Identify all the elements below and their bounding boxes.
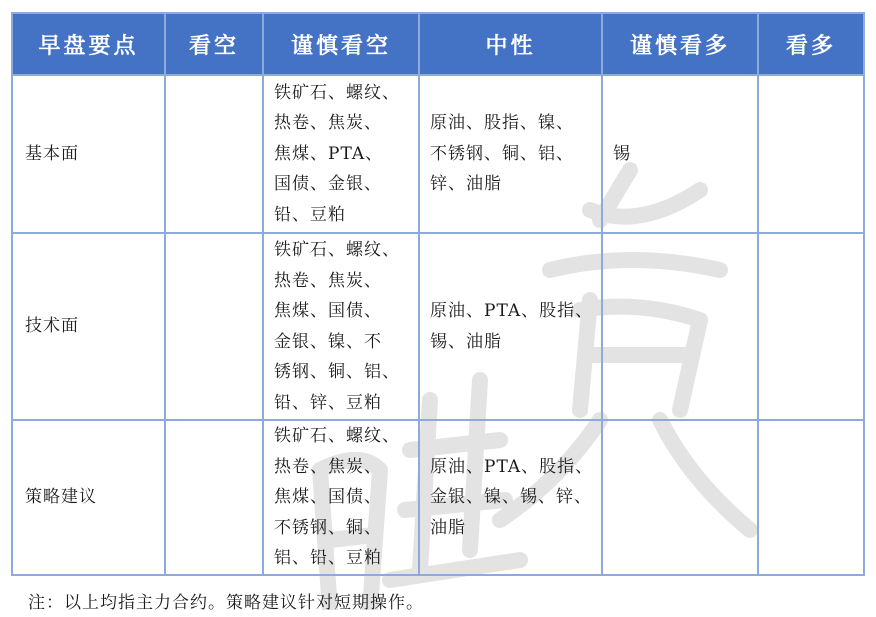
bullish-cell bbox=[758, 75, 864, 233]
neutral-cell bbox=[419, 75, 602, 233]
bullish-cell bbox=[758, 233, 864, 420]
cell-text: 金银、镍、不 bbox=[274, 331, 382, 352]
row-label: 技术面 bbox=[12, 233, 165, 420]
cautious-bullish-cell bbox=[602, 420, 758, 575]
cell-text: 油脂 bbox=[430, 517, 466, 538]
cell-text: 铁矿石、螺纹、 bbox=[274, 426, 400, 447]
cautious-bullish-cell bbox=[602, 75, 758, 233]
cell-text: 原油、PTA、股指、 bbox=[430, 301, 594, 321]
cell-text: 焦煤、国债、 bbox=[274, 301, 382, 321]
cell-text: 铝、铅、豆粕 bbox=[274, 548, 382, 569]
cell-text: 锌、油脂 bbox=[430, 174, 502, 195]
neutral-cell bbox=[419, 420, 602, 575]
bullish-cell bbox=[758, 420, 864, 575]
cell-text: 锈钢、铜、铝、 bbox=[274, 362, 400, 382]
header-cell-cautious-bullish: 谨慎看多 bbox=[602, 13, 758, 75]
header-cell-cautious-bearish: 谨慎看空 bbox=[263, 13, 419, 75]
cautious-bearish-cell bbox=[263, 233, 419, 420]
cell-text: 铅、锌、豆粕 bbox=[274, 392, 382, 413]
cell-text: 铅、豆粕 bbox=[274, 204, 346, 225]
row-label: 基本面 bbox=[12, 75, 165, 233]
cell-text: 锡 bbox=[613, 143, 631, 164]
header-cell-bearish: 看空 bbox=[165, 13, 263, 75]
bearish-cell bbox=[165, 75, 263, 233]
bearish-cell bbox=[165, 233, 263, 420]
cautious-bearish-cell bbox=[263, 420, 419, 575]
cell-text: 不锈钢、铜、 bbox=[274, 517, 382, 538]
row-label: 策略建议 bbox=[12, 420, 165, 575]
header-cell-neutral: 中性 bbox=[419, 13, 602, 75]
cell-text: 国债、金银、 bbox=[274, 174, 382, 195]
cell-text: 原油、股指、镍、 bbox=[430, 113, 574, 134]
cell-text: 铁矿石、螺纹、 bbox=[274, 240, 400, 260]
cell-text: 热卷、焦炭、 bbox=[274, 456, 382, 477]
cautious-bearish-cell bbox=[263, 75, 419, 233]
table-row bbox=[12, 75, 864, 233]
cautious-bullish-cell bbox=[602, 233, 758, 420]
bearish-cell bbox=[165, 420, 263, 575]
header-row bbox=[12, 13, 864, 75]
cell-text: 锡、油脂 bbox=[430, 331, 502, 352]
neutral-cell bbox=[419, 233, 602, 420]
cell-text: 热卷、焦炭、 bbox=[274, 113, 382, 134]
header-cell-outline: 早盘要点 bbox=[12, 13, 165, 75]
cell-text: 焦煤、国债、 bbox=[274, 487, 382, 508]
table-row bbox=[12, 420, 864, 575]
cell-text: 焦煤、PTA、 bbox=[274, 143, 384, 164]
cell-text: 原油、PTA、股指、 bbox=[430, 456, 594, 477]
header-cell-bullish: 看多 bbox=[758, 13, 864, 75]
footnote: 注：以上均指主力合约。策略建议针对短期操作。 bbox=[28, 593, 424, 613]
cell-text: 热卷、焦炭、 bbox=[274, 270, 382, 291]
market-outlook-table bbox=[11, 12, 865, 576]
table-row bbox=[12, 233, 864, 420]
cell-text: 铁矿石、螺纹、 bbox=[274, 82, 400, 103]
cell-text: 不锈钢、铜、铝、 bbox=[430, 143, 574, 164]
cell-text: 金银、镍、锡、锌、 bbox=[430, 487, 592, 508]
